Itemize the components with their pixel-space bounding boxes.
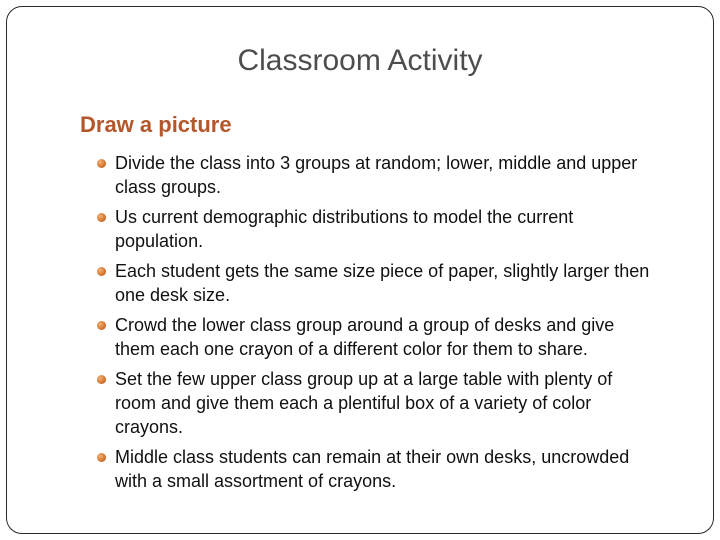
bullet-item [95,313,655,361]
bullet-item [95,259,655,307]
bullet-item [95,151,655,199]
bullet-text: Crowd the lower class group around a group of desks and give them each one crayon of a different color for them to share. [115,315,615,359]
slide-title: Classroom Activity [237,44,483,77]
bullet-dot-icon [97,375,106,384]
slide-subtitle: Draw a picture [80,112,232,137]
bullet-dot-icon [97,159,106,168]
bullet-dot-icon [97,267,106,276]
bullet-item [95,205,655,253]
bullet-dot-icon [97,453,106,462]
bullet-dot-icon [97,213,106,222]
bullet-dot-icon [97,321,106,330]
bullet-item [95,445,655,493]
bullet-text: Set the few upper class group up at a large table with plenty of room and give them each a plentiful box of a variety of color crayons. [115,369,613,437]
bullet-text: Divide the class into 3 groups at random; lower, middle and upper class groups. [115,153,638,197]
bullet-text: Us current demographic distributions to model the current population. [115,207,574,251]
bullet-item [95,367,655,439]
bullet-text: Each student gets the same size piece of paper, slightly larger then one desk size. [115,261,650,305]
bullet-text: Middle class students can remain at their own desks, uncrowded with a small assortment of crayons. [115,447,630,491]
bullet-list [95,151,655,499]
slide-frame [6,6,714,534]
